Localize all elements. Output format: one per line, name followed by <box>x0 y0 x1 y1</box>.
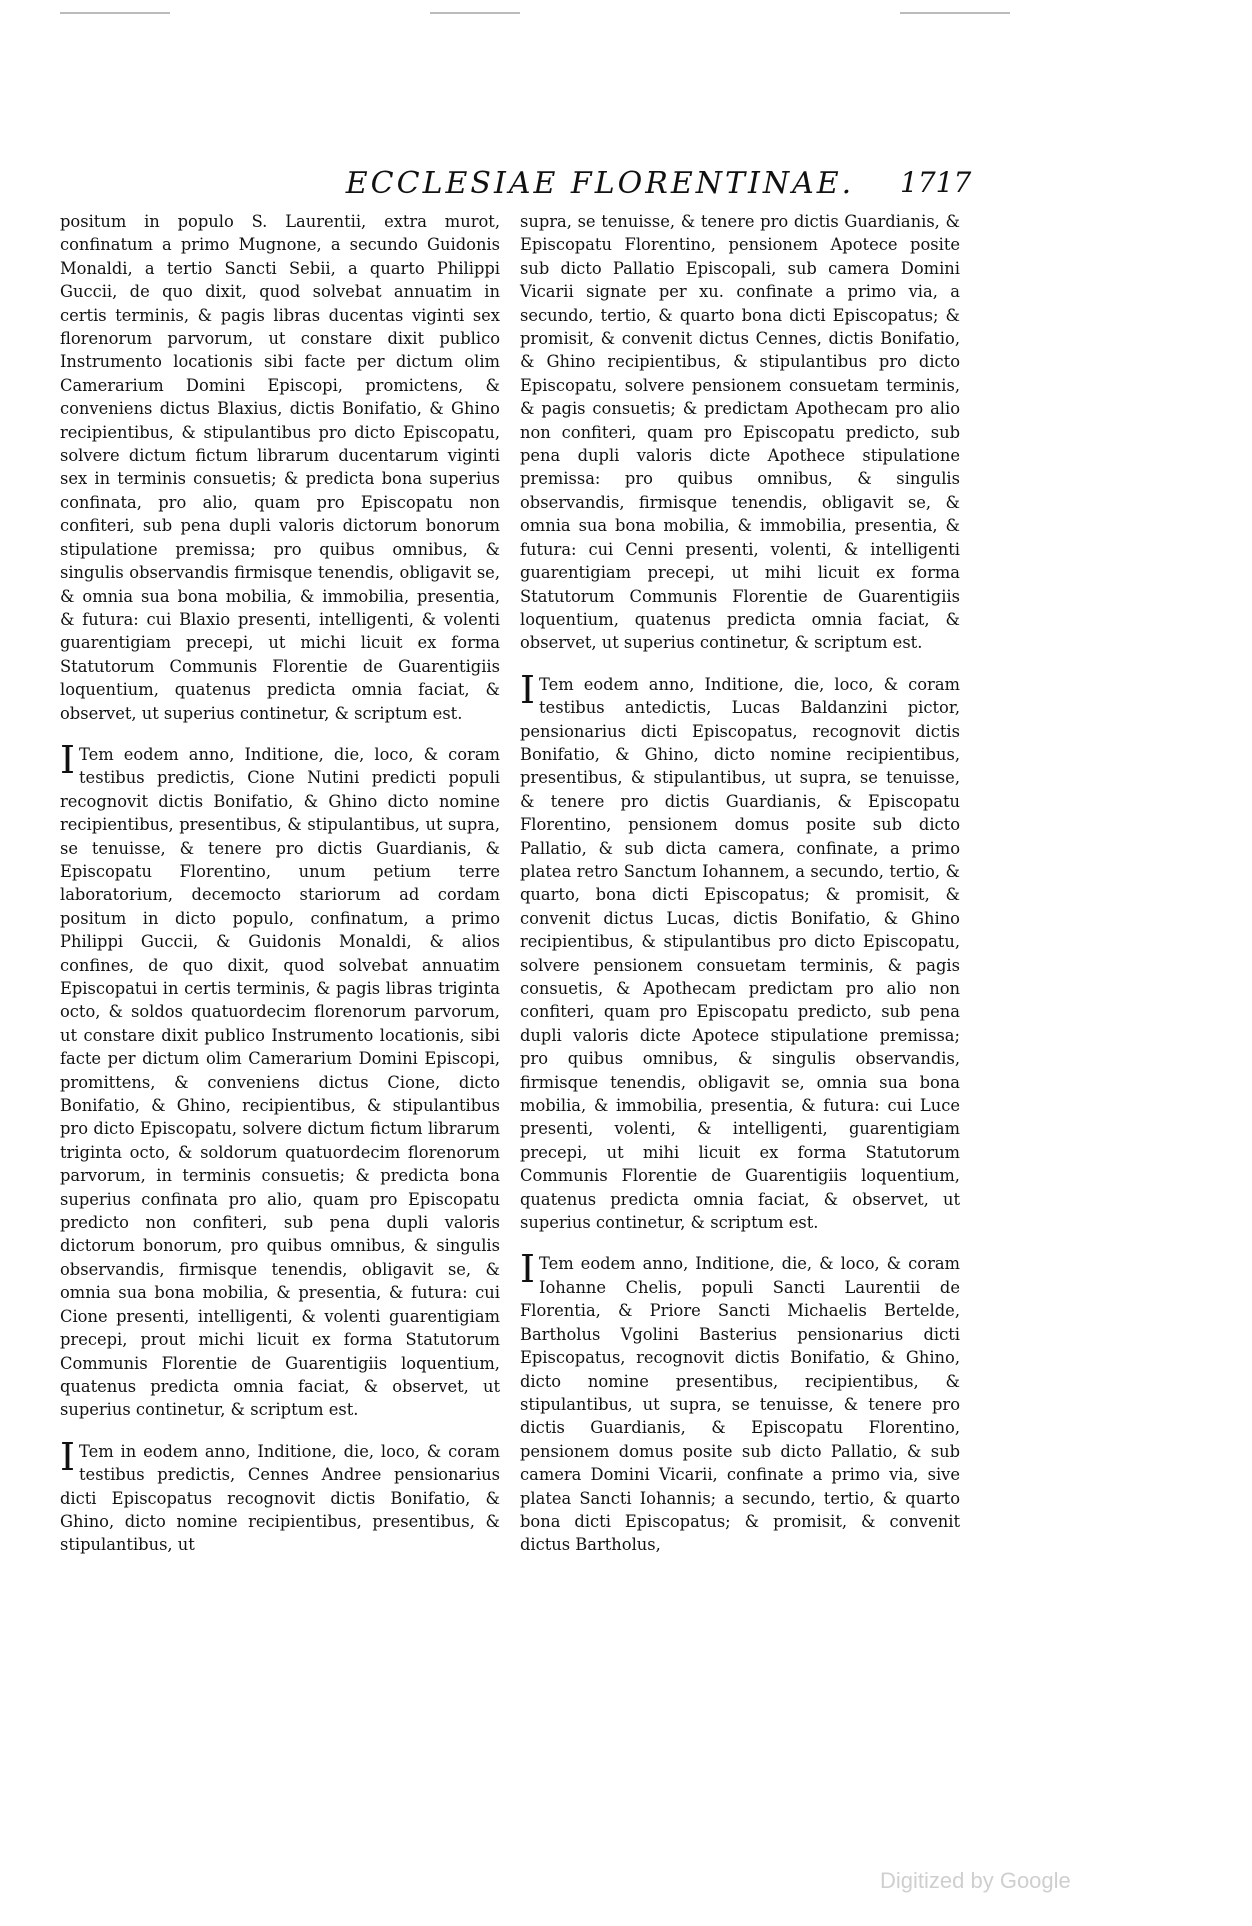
paragraph: positum in populo S. Laurentii, extra murot, confinatum a primo Mugnone, a secundo Guidonis Monaldi, a tertio Sancti Sebii, a quarto Philippi Guccii, de quo dixit, quod solvebat annuatim in certis terminis, & pagis libras ducentas viginti sex florenorum parvorum, ut constare dixit publico Instrumento locationis sibi facte per dictum olim Camerarium Domini Episcopi, promictens, & conveniens dictus Blaxius, dictis Bonifatio, & Ghino recipientibus, & stipulantibus pro dicto Episcopatu, solvere dictum fictum librarum ducentarum viginti sex in terminis consuetis; & predicta bona superius confinata, pro alio, quam pro Episcopatu non confiteri, sub pena dupli valoris dictorum bonorum stipulatione premissa; pro quibus omnibus, & singulis observandis firmisque tenendis, obligavit se, & omnia sua bona mobilia, & immobilia, presentia, & futura: cui Blaxio presenti, intelligenti, & volenti guarentigiam precepi, ut michi licuit ex forma Statutorum Communis Florentie de Guarentigiis loquentium, quatenus predicta omnia faciat, & observet, ut superius continetur, & scriptum est. <box>60 212 500 723</box>
digitization-watermark: Digitized by Google <box>880 1868 1071 1893</box>
page-number: 1717 <box>900 166 972 199</box>
scan-artifact-line <box>900 12 1010 14</box>
scan-artifact-line <box>60 12 170 14</box>
paragraph-text: Tem eodem anno, Inditione, die, loco, & coram testibus predictis, Cione Nutini predicti populi recognovit dictis Bonifatio, & Ghino dicto nomine recipientibus, presentibus, & stipulantibus, ut supra, se tenuisse, & tenere pro dictis Guardianis, & Episcopatu Florentino, unum petium terre laboratorium, decemocto stariorum ad cordam positum in dicto populo, confinatum, a primo Philippi Guccii, & Guidonis Monaldi, & alios confines, de quo dixit, quod solvebat annuatim Episcopatui in certis terminis, & pagis libras triginta octo, & soldos quatuordecim florenorum parvorum, ut constare dixit publico Instrumento locationis, sibi facte per dictum olim Camerarium Domini Episcopi, promittens, & conveniens dictus Cione, dicto Bonifatio, & Ghino, recipientibus, & stipulantibus pro dicto Episcopatu, solvere dictum fictum librarum triginta octo, & soldorum quatuordecim florenorum parvorum, in terminis consuetis; & predicta bona superius confinata pro alio, quam pro Episcopatu predicto non confiteri, sub pena dupli valoris dictorum bonorum, pro quibus omnibus, & singulis observandis, firmisque tenendis, obligavit se, & omnia sua bona mobilia, & presentia, & futura: cui Cione presenti, intelligenti, & volenti guarentigiam precepi, prout michi licuit ex forma Statutorum Communis Florentie de Guarentigiis loquentium, quatenus predicta omnia faciat, & observet, ut superius continetur, & scriptum est. <box>60 744 500 1420</box>
drop-cap: I <box>520 667 536 712</box>
scan-artifact-line <box>430 12 520 14</box>
paragraph: supra, se tenuisse, & tenere pro dictis Guardianis, & Episcopatu Florentino, pensionem Apotece posite sub dicto Pallatio Episcopali, sub camera Domini Vicarii signate per xu. confinate a primo via, a secundo, tertio, & quarto bona dicti Episcopatus; & promisit, & convenit dictus Cennes, dictis Bonifatio, & Ghino recipientibus, & stipulantibus pro dicto Episcopatu, solvere pensionem consuetam terminis, & pagis consuetis; & predictam Apothecam pro alio non confiteri, quam pro Episcopatu predicto, sub pena dupli valoris dicte Apothece stipulatione premissa: pro quibus omnibus, & singulis observandis, firmisque tenendis, obligavit se, & omnia sua bona mobilia, & immobilia, presentia, & futura: cui Cenni presenti, volenti, & intelligenti guarentigiam precepi, ut mihi licuit ex forma Statutorum Communis Florentie de Guarentigiis loquentium, quatenus predicta omnia faciat, & observet, ut superius continetur, & scriptum est. <box>520 212 960 653</box>
paragraph-text: Tem in eodem anno, Inditione, die, loco, & coram testibus predictis, Cennes Andree pensionarius dicti Episcopatus recognovit dictis Bonifatio, & Ghino, dicto nomine recipientibus, presentibus, & stipulantibus, ut <box>60 1441 500 1555</box>
paragraph <box>520 1247 960 1556</box>
paragraph-text: Tem eodem anno, Inditione, die, & loco, & coram Iohanne Chelis, populi Sancti Laurentii de Florentia, & Priore Sancti Michaelis Bertelde, Bartholus Vgolini Basterius pensionarius dicti Episcopatus, recognovit dictis Bonifatio, & Ghino, dicto nomine presentibus, recipientibus, & stipulantibus, ut supra, se tenuisse, & tenere pro dictis Guardianis, & Episcopatu Florentino, pensionem domus posite sub dicto Pallatio, & sub camera Domini Vicarii, confinate a primo via, sive platea Sancti Iohannis; a secundo, tertio, & quarto bona dicti Episcopatus; & promisit, & convenit dictus Bartholus, <box>520 1254 960 1555</box>
paragraph <box>520 667 960 1235</box>
drop-cap: I <box>60 737 76 782</box>
paragraph-text: Tem eodem anno, Inditione, die, loco, & coram testibus antedictis, Lucas Baldanzini pictor, pensionarius dicti Episcopatus, recognovit dictis Bonifatio, & Ghino, dicto nomine recipientibus, presentibus, & stipulantibus, ut supra, se tenuisse, & tenere pro dictis Guardianis, & Episcopatu Florentino, pensionem domus posite sub dicto Pallatio, & sub dicta camera, confinate, a primo platea retro Sanctum Iohannem, a secundo, tertio, & quarto, bona dicti Episcopatus; & promisit, & convenit dictus Lucas, dictis Bonifatio, & Ghino recipientibus, & stipulantibus pro dicto Episcopatu, solvere pensionem consuetam terminis, & pagis consuetis, & Apothecam predictam pro alio non confiteri, quam pro Episcopatu predicto, sub pena dupli valoris dicte Apotece stipulatione premissa; pro quibus omnibus, & singulis observandis, firmisque tenendis, obligavit se, omnia sua bona mobilia, & immobilia, presentia, & futura: cui Luce presenti, volenti, & intelligenti, guarentigiam precepi, ut mihi licuit ex forma Statutorum Communis Florentie de Guarentigiis loquentium, quatenus predicta omnia faciat, & observet, ut superius continetur, & scriptum est. <box>520 674 960 1233</box>
paragraph <box>60 737 500 1422</box>
left-column <box>60 210 500 1575</box>
drop-cap: I <box>520 1247 536 1292</box>
paragraph <box>60 1434 500 1557</box>
right-column <box>520 210 960 1575</box>
running-header: ECCLESIAE FLORENTINAE. <box>345 166 855 201</box>
drop-cap: I <box>60 1434 76 1479</box>
